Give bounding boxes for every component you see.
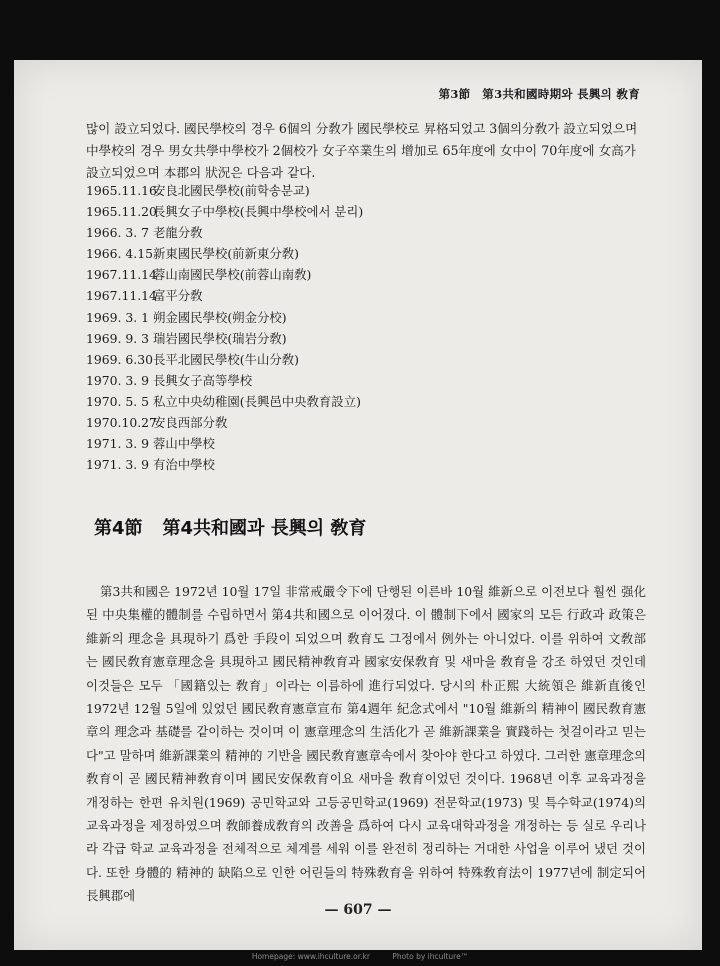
list-item-date: 1966. 3. 7 — [86, 225, 150, 241]
list-item — [86, 243, 646, 264]
section-heading — [94, 514, 366, 540]
list-item-text: 安良西部分敎 — [153, 415, 228, 431]
list-item — [86, 264, 646, 285]
list-item — [86, 307, 646, 328]
intro-paragraph — [86, 118, 646, 184]
footer-homepage: Homepage: www.ihculture.or.kr — [251, 952, 370, 961]
list-item-date: 1971. 3. 9 — [86, 457, 150, 473]
list-item-text: 朔金國民學校(朔金分校) — [153, 309, 287, 325]
list-item — [86, 180, 646, 201]
list-item-text: 老龍分敎 — [153, 225, 203, 241]
list-item — [86, 433, 646, 454]
list-item — [86, 285, 646, 306]
list-item — [86, 454, 646, 475]
list-item-text: 新東國民學校(前新東分敎) — [153, 246, 299, 262]
section-title: 第4共和國과 長興의 敎育 — [162, 518, 367, 539]
list-item-text: 有治中學校 — [153, 457, 215, 473]
list-item-date: 1969. 9. 3 — [86, 330, 150, 346]
body-text: 第3共和國은 1972년 10월 17일 非常戒嚴令下에 단행된 이른바 10월 維新으로 이전보다 훨씬 强化된 中央集權的體制를 수립하면서 第4共和國으로 이어졌다. 이 體制下에서 國家의 모든 行政과 政策은 維新의 理念을 具現하기 爲한 手段이 되었으며 敎育도 그정에서 例外는 아니었다. 이를 위하여 文敎部는 國民敎育憲章理念을 具現하고 國民精神敎育과 國家安保敎育 및 새마을 敎育을 강조 하였던 것인데 이것들은 모두 「國籍있는 敎育」이라는 이름하에 進行되었다. 당시의 朴正熙 大統領은 維新直後인 1972년 12월 5일에 있었던 國民敎育憲章宣布 第4週年 紀念式에서 "10월 維新의 精神이 國民敎育憲章의 理念과 基礎를 같이하는 것이며 이 憲章理念의 生活化가 곧 維新課業을 實踐하는 첫걸이라고 믿는다"고 말하며 維新課業의 精神的 기반을 國民敎育憲章속에서 찾아야 한다고 하였다. 그러한 憲章理念의 敎育이 곧 國民精神敎育이며 國民安保敎育이요 새마을 敎育이었던 것이다. 1968년 이후 교육과정을 개정하는 한편 유치원(1969) 공민학교와 고등공민학교(1969) 전문학교(1973) 및 특수학교(1974)의 교육과정을 제정하였으며 敎師養成敎育의 改善을 爲하여 다시 교육대학과정을 개정하는 등 실로 우리나라 각급 학교 교육과정을 전체적으로 체계를 세워 이를 완전히 정리하는 거대한 사업을 이루어 냈던 것이다. 또한 身體的 精神的 缺陷으로 인한 어린들의 特殊敎育을 위하여 特殊敎育法이 1977년에 制定되어 長興郡에 — [86, 584, 646, 904]
body-paragraph — [86, 580, 646, 908]
list-item-date: 1965.11.20 — [86, 204, 157, 220]
running-head: 第3節 第3共和國時期와 長興의 敎育 — [438, 87, 640, 101]
list-item-text: 長興女子中學校(長興中學校에서 분리) — [153, 204, 364, 220]
list-item-text: 長興女子高等學校 — [153, 372, 253, 388]
list-item-date: 1971. 3. 9 — [86, 436, 150, 452]
intro-text: 많이 設立되었다. 國民學校의 경우 6個의 分敎가 國民學校로 昇格되었고 3個의分敎가 設立되었으며 中學校의 경우 男女共學中學校가 2個校가 女子卒業生의 增加로 65年度에 女中이 70年度에 女高가 設立되었으며 本郡의 狀況은 다음과 같다. — [86, 121, 638, 180]
list-item-date: 1967.11.14 — [86, 288, 157, 304]
list-item-text: 瑞岩國民學校(瑞岩分敎) — [153, 330, 287, 346]
list-item — [86, 201, 646, 222]
list-item — [86, 222, 646, 243]
list-item-text: 私立中央幼稚園(長興邑中央敎育設立) — [153, 393, 361, 409]
list-item-date: 1969. 6.30 — [86, 351, 153, 367]
list-item-text: 富平分敎 — [153, 288, 203, 304]
list-item-text: 蓉山南國民學校(前蓉山南敎) — [153, 267, 312, 283]
list-item — [86, 370, 646, 391]
page-number: — 607 — — [324, 902, 392, 918]
list-item-text: 蓉山中學校 — [153, 436, 215, 452]
book-page — [14, 60, 702, 950]
list-item-date: 1969. 3. 1 — [86, 309, 150, 325]
list-item-date: 1970. 3. 9 — [86, 372, 150, 388]
footer-photo-credit: Photo by ihculture™ — [392, 952, 469, 961]
photo-footer — [0, 952, 720, 961]
school-list — [86, 180, 646, 475]
list-item-date: 1965.11.16 — [86, 183, 157, 198]
list-item — [86, 349, 646, 370]
list-item-text: 安良北國民學校(前학송분교) — [153, 183, 310, 198]
list-item-date: 1966. 4.15 — [86, 246, 153, 262]
list-item — [86, 412, 646, 433]
section-number: 第4節 — [94, 518, 143, 539]
list-item-date: 1970. 5. 5 — [86, 393, 150, 409]
list-item-date: 1967.11.14 — [86, 267, 157, 283]
list-item — [86, 391, 646, 412]
list-item-text: 長平北國民學校(牛山分敎) — [153, 351, 299, 367]
list-item — [86, 328, 646, 349]
list-item-date: 1970.10.27 — [86, 415, 157, 431]
